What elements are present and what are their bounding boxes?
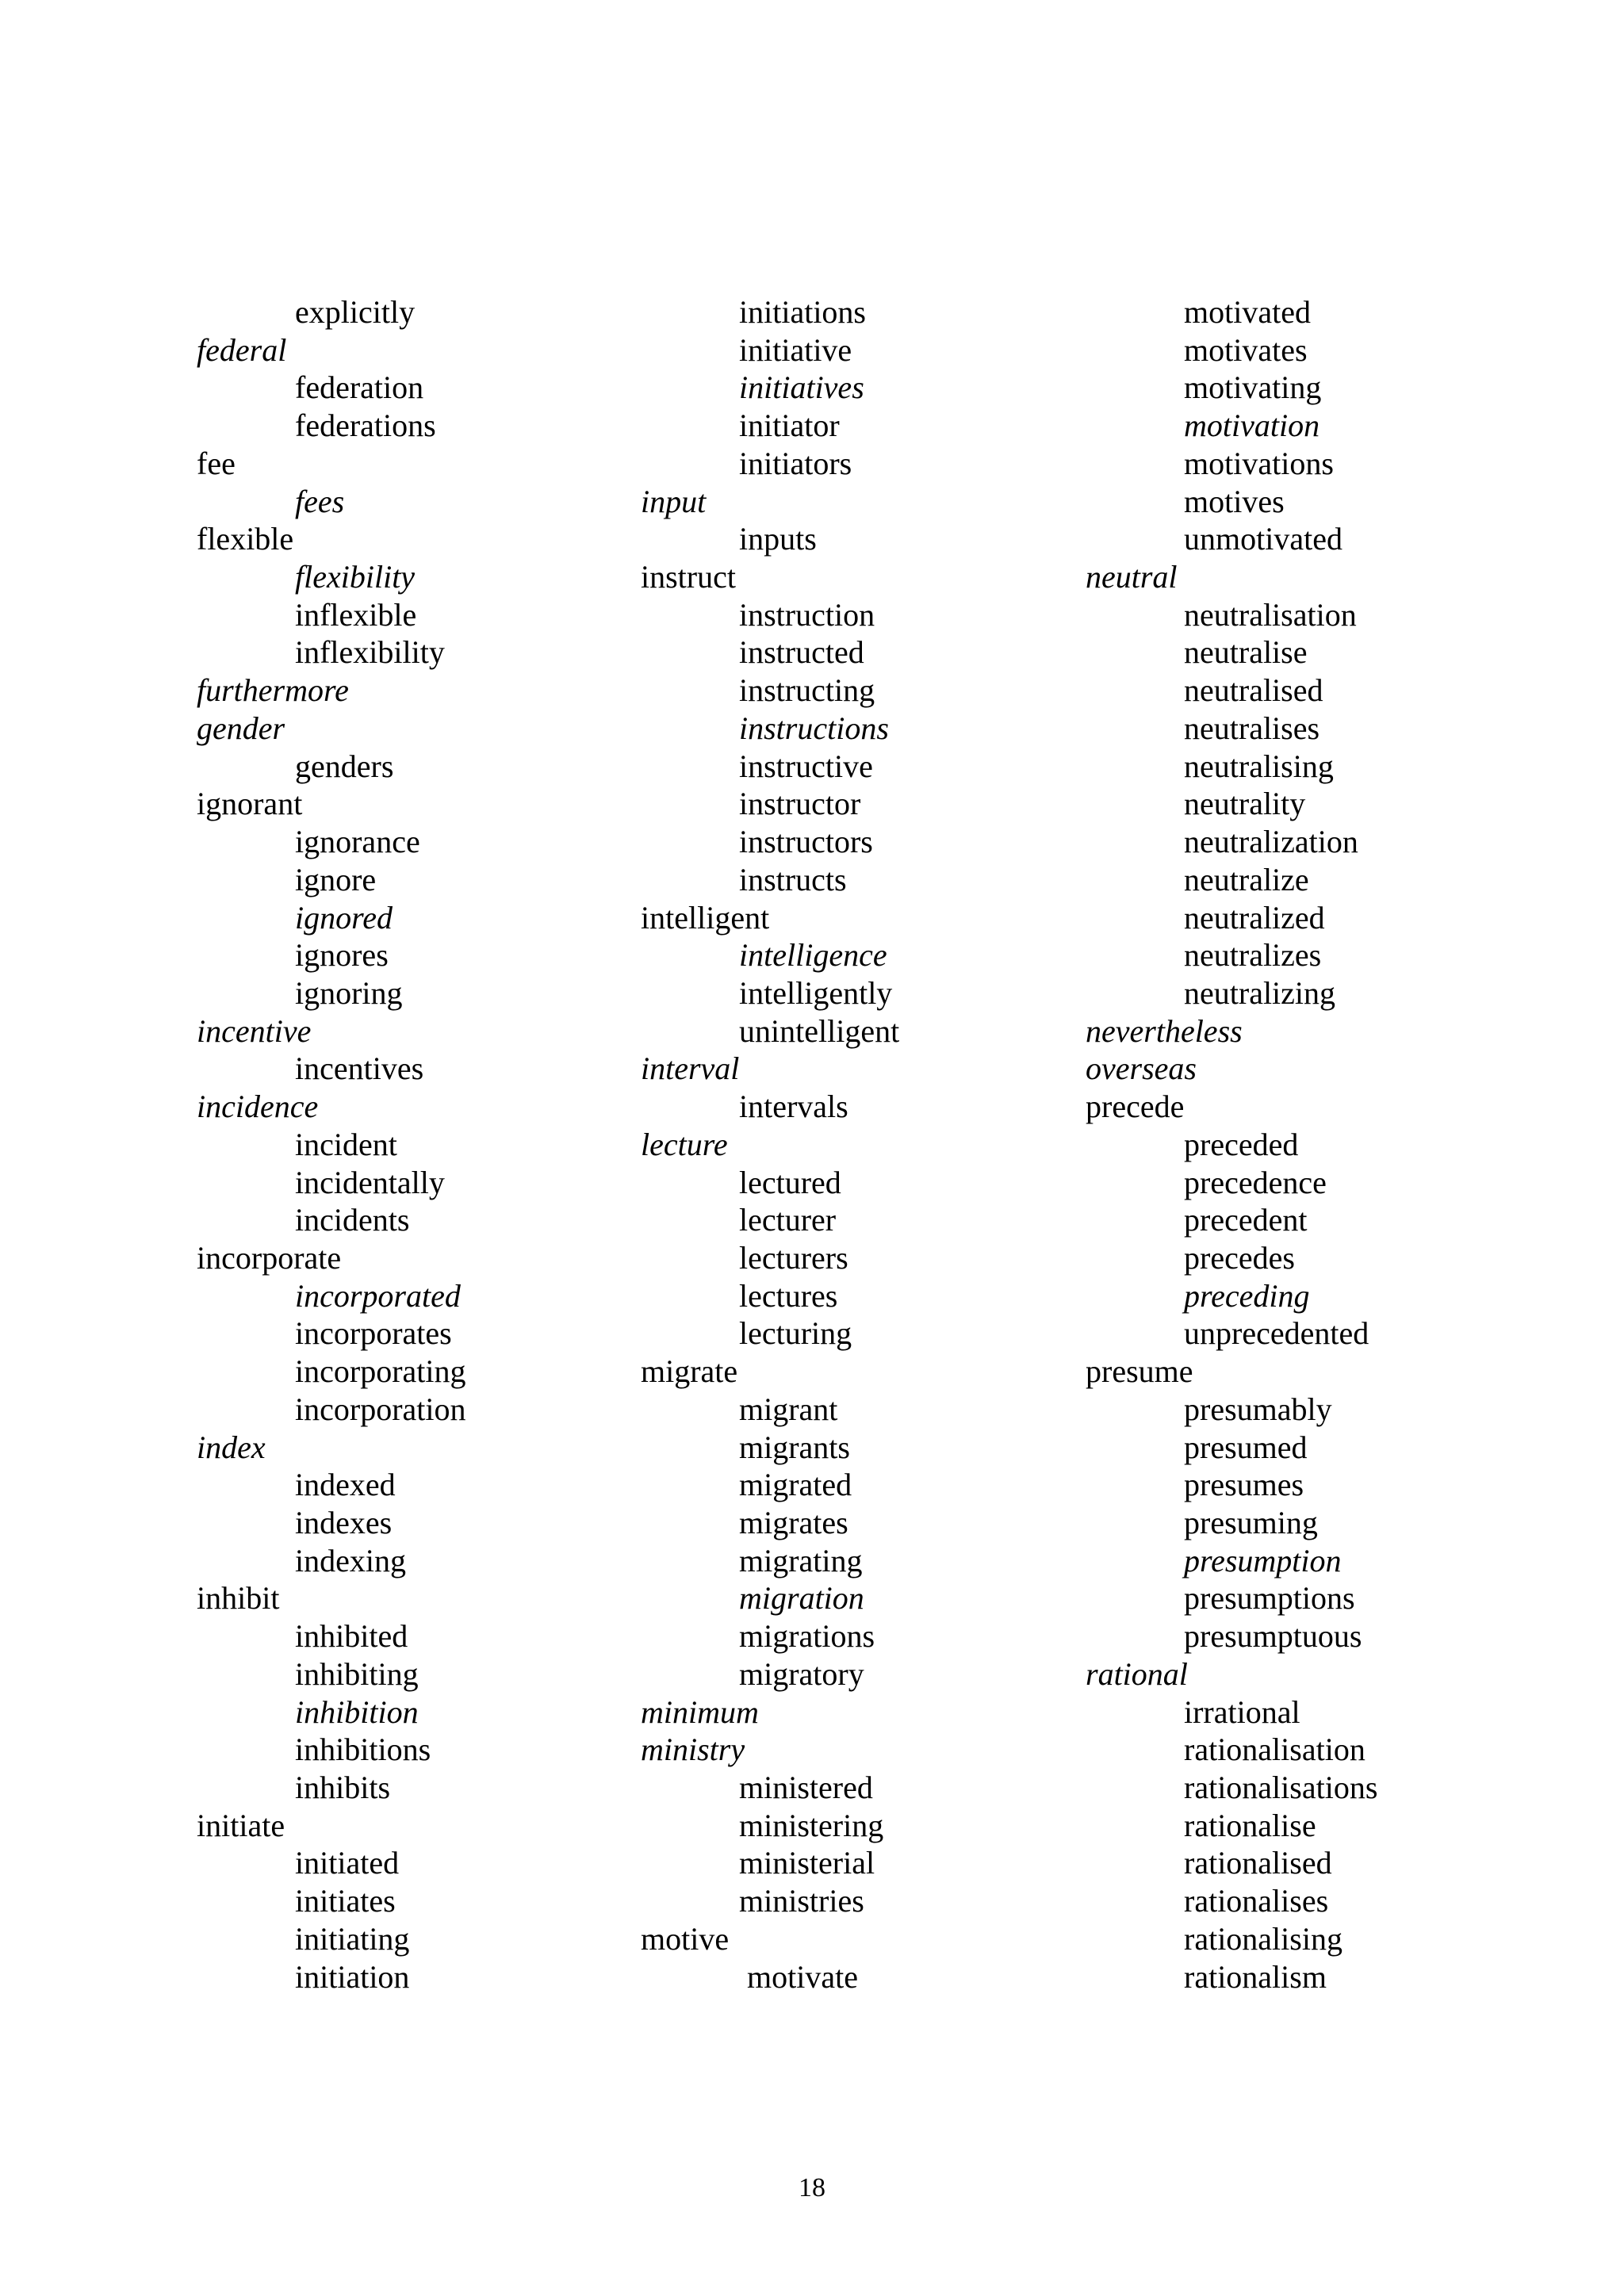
word-family-member: rationalisation	[1184, 1732, 1365, 1768]
word-family-member: initiator	[739, 408, 840, 444]
word-family-member: neutralised	[1184, 672, 1323, 709]
headword: overseas	[1086, 1050, 1197, 1087]
word-family-member: ignore	[295, 861, 377, 897]
word-family-member: ministerial	[739, 1845, 875, 1881]
word-family-member: lecturing	[739, 1315, 852, 1352]
word-family-member: migrant	[739, 1391, 838, 1427]
word-family-member: presumes	[1184, 1467, 1304, 1503]
headword: instruct	[641, 559, 736, 595]
word-family-member: precedent	[1184, 1202, 1308, 1238]
word-family-member: intelligently	[739, 974, 893, 1011]
headword: minimum	[641, 1693, 759, 1730]
word-family-member: motivate	[747, 1958, 858, 1995]
word-family-member: rationalise	[1184, 1807, 1316, 1843]
headword: interval	[641, 1050, 740, 1087]
headword: motive	[641, 1920, 730, 1957]
word-family-member: presumptions	[1184, 1580, 1355, 1617]
headword: incorporate	[197, 1239, 342, 1276]
word-family-member: ministering	[739, 1807, 884, 1843]
word-family-member: initiative	[739, 331, 852, 368]
word-family-member: unintelligent	[739, 1012, 900, 1049]
word-family-member: motivation	[1184, 408, 1320, 444]
word-family-member: instructive	[739, 748, 873, 784]
word-family-member: initiated	[295, 1845, 400, 1881]
word-family-member: initiation	[295, 1958, 410, 1995]
headword: gender	[197, 710, 285, 746]
word-family-member: neutralising	[1184, 748, 1334, 784]
word-list-column-3	[1086, 293, 1530, 1996]
word-family-member: inhibited	[295, 1618, 408, 1655]
word-family-member: intelligence	[739, 937, 887, 974]
headword: flexible	[197, 521, 294, 557]
headword: furthermore	[197, 672, 349, 709]
word-family-member: lectures	[739, 1277, 838, 1314]
word-family-member: rationalised	[1184, 1845, 1332, 1881]
headword: initiate	[197, 1807, 285, 1843]
word-family-member: migrating	[739, 1542, 863, 1578]
word-family-member: incorporation	[295, 1391, 466, 1427]
word-family-member: inputs	[739, 521, 817, 557]
word-family-member: migrates	[739, 1505, 848, 1540]
word-family-member: preceding	[1184, 1277, 1310, 1314]
headword: incentive	[197, 1012, 312, 1049]
word-list-column-1	[197, 293, 641, 1996]
word-family-member: instructs	[739, 861, 847, 897]
word-family-member: inhibition	[295, 1693, 419, 1730]
word-family-member: ignored	[295, 899, 393, 936]
page-number: 18	[799, 2173, 825, 2202]
word-family-member: indexed	[295, 1467, 396, 1503]
word-family-member: neutralizing	[1184, 974, 1336, 1011]
word-family-member: indexes	[295, 1505, 393, 1540]
word-family-member: instructed	[739, 634, 864, 671]
word-family-member: irrational	[1184, 1693, 1300, 1730]
headword: nevertheless	[1086, 1012, 1243, 1049]
word-family-member: migrants	[739, 1429, 850, 1465]
word-family-member: presuming	[1184, 1505, 1318, 1540]
headword: fee	[197, 445, 236, 481]
word-family-member: motivated	[1184, 294, 1311, 330]
word-family-member: incentives	[295, 1050, 424, 1087]
word-family-member: incidentally	[295, 1164, 445, 1200]
word-family-member: instructors	[739, 824, 873, 860]
word-family-member: federations	[295, 408, 436, 444]
word-family-member: migration	[739, 1580, 864, 1617]
word-family-member: rationalises	[1184, 1883, 1329, 1919]
headword: ministry	[641, 1732, 745, 1768]
word-family-member: neutralise	[1184, 634, 1308, 671]
headword: federal	[197, 331, 287, 368]
word-family-member: unmotivated	[1184, 521, 1342, 557]
word-family-member: precedes	[1184, 1239, 1295, 1276]
headword: migrate	[641, 1353, 738, 1390]
word-family-member: flexibility	[295, 559, 416, 595]
word-family-member: ministries	[739, 1883, 864, 1919]
word-family-member: rationalism	[1184, 1958, 1327, 1995]
word-family-member: initiates	[295, 1883, 396, 1919]
headword: lecture	[641, 1126, 728, 1162]
word-family-member: motivating	[1184, 369, 1322, 406]
headword: index	[197, 1429, 266, 1465]
word-family-member: lectured	[739, 1164, 841, 1200]
word-family-member: instructions	[739, 710, 889, 746]
word-family-member: presumably	[1184, 1391, 1332, 1427]
headword: input	[641, 483, 707, 519]
word-family-member: inhibiting	[295, 1655, 419, 1692]
word-family-member: rationalisations	[1184, 1770, 1378, 1806]
word-family-member: presumption	[1184, 1542, 1342, 1578]
word-family-member: federation	[295, 369, 424, 406]
word-family-member: instruction	[739, 596, 875, 633]
word-family-member: incorporating	[295, 1353, 466, 1390]
word-family-member: instructing	[739, 672, 875, 709]
word-family-member: inflexibility	[295, 634, 445, 671]
word-family-member: lecturer	[739, 1202, 837, 1238]
word-family-member: genders	[295, 748, 394, 784]
word-family-member: incident	[295, 1126, 397, 1162]
headword: rational	[1086, 1655, 1188, 1692]
word-family-member: incorporated	[295, 1277, 461, 1314]
word-family-member: neutralization	[1184, 824, 1358, 860]
word-list-column-2	[641, 293, 1085, 1996]
word-family-member: instructor	[739, 786, 861, 822]
word-family-member: unprecedented	[1184, 1315, 1369, 1352]
word-family-member: intervals	[739, 1089, 848, 1125]
word-family-member: lecturers	[739, 1239, 848, 1276]
word-family-member: preceded	[1184, 1126, 1299, 1162]
word-family-member: motives	[1184, 483, 1285, 519]
word-family-member: ignorance	[295, 824, 420, 860]
word-family-member: incorporates	[295, 1315, 452, 1352]
headword: presume	[1086, 1353, 1193, 1390]
word-family-member: migratory	[739, 1655, 864, 1692]
word-family-member: ministered	[739, 1770, 873, 1806]
word-family-member: presumed	[1184, 1429, 1308, 1465]
headword: intelligent	[641, 899, 770, 936]
word-family-member: migrations	[739, 1618, 875, 1655]
word-family-member: initiating	[295, 1920, 410, 1957]
word-family-member: indexing	[295, 1542, 406, 1578]
word-family-member: neutralize	[1184, 861, 1309, 897]
word-family-member: ignores	[295, 937, 389, 974]
word-family-member: ignoring	[295, 974, 403, 1011]
word-family-member: neutralizes	[1184, 937, 1322, 974]
headword: ignorant	[197, 786, 303, 822]
word-family-member: presumptuous	[1184, 1618, 1362, 1655]
headword: inhibit	[197, 1580, 280, 1617]
word-family-member: neutrality	[1184, 786, 1306, 822]
word-family-member: inflexible	[295, 596, 417, 633]
word-family-member: inhibitions	[295, 1732, 431, 1768]
word-family-member: neutralises	[1184, 710, 1320, 746]
word-family-member: neutralisation	[1184, 596, 1357, 633]
word-family-member: precedence	[1184, 1164, 1327, 1200]
word-family-member: initiations	[739, 294, 866, 330]
word-family-member: motivations	[1184, 445, 1334, 481]
word-family-member: initiators	[739, 445, 852, 481]
headword: neutral	[1086, 559, 1178, 595]
word-family-member: inhibits	[295, 1770, 391, 1806]
word-family-member: fees	[295, 483, 345, 519]
word-family-member: motivates	[1184, 331, 1308, 368]
word-family-member: neutralized	[1184, 899, 1325, 936]
headword: incidence	[197, 1089, 319, 1125]
word-family-member: incidents	[295, 1202, 410, 1238]
word-family-member: initiatives	[739, 369, 864, 406]
word-family-member: explicitly	[295, 294, 416, 330]
word-family-member: rationalising	[1184, 1920, 1342, 1957]
word-family-member: migrated	[739, 1467, 852, 1503]
headword: precede	[1086, 1089, 1185, 1125]
